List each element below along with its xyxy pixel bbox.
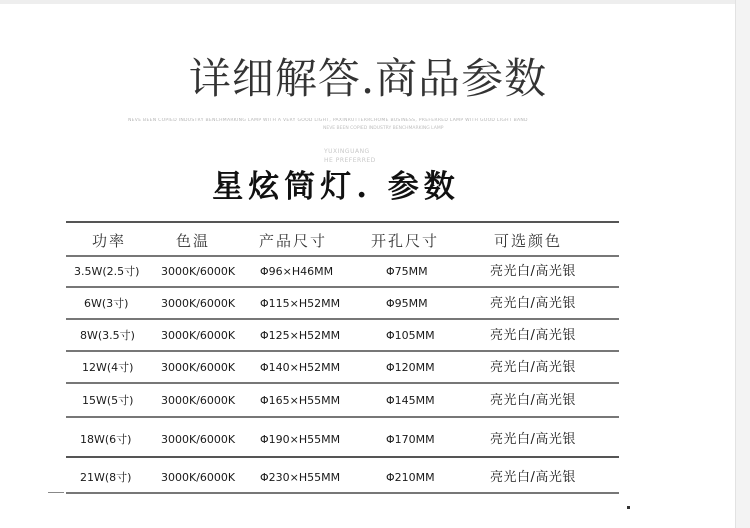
table-row xyxy=(66,324,619,348)
cell-colors: 亮光白/高光银 xyxy=(490,264,576,279)
column-header-cutout: 开孔尺寸 xyxy=(371,232,440,250)
table-rule xyxy=(66,456,619,458)
cell-colors: 亮光白/高光银 xyxy=(490,360,576,375)
table-rule xyxy=(66,350,619,352)
cell-cutout: Φ170MM xyxy=(386,433,435,446)
column-header-product-size: 产品尺寸 xyxy=(259,232,328,250)
brand-watermark xyxy=(324,147,376,165)
page-title: 详细解答.商品参数 xyxy=(188,54,548,103)
cell-cutout: Φ145MM xyxy=(386,394,435,407)
product-title: 星炫筒灯. 参数 xyxy=(212,169,460,205)
cell-color-temp: 3000K/6000K xyxy=(161,394,236,407)
header-subtext-secondary: NEVE BEEN COPIED INDUSTRY BENCHMARKING LAMP xyxy=(323,126,444,131)
cell-power: 3.5W(2.5寸) xyxy=(74,265,140,278)
table-row xyxy=(66,466,619,490)
cell-product-size: Φ230×H55MM xyxy=(260,471,341,484)
cell-power: 18W(6寸) xyxy=(80,433,132,446)
cell-cutout: Φ105MM xyxy=(386,329,435,342)
table-row xyxy=(66,292,619,316)
cell-cutout: Φ210MM xyxy=(386,471,435,484)
cell-colors: 亮光白/高光银 xyxy=(490,432,576,447)
table-row xyxy=(66,356,619,380)
table-rule-bottom xyxy=(66,492,619,494)
table-row xyxy=(66,389,619,413)
table-rule xyxy=(66,286,619,288)
cell-power: 21W(8寸) xyxy=(80,471,132,484)
cell-product-size: Φ125×H52MM xyxy=(260,329,341,342)
dot-mark xyxy=(627,506,630,509)
cell-color-temp: 3000K/6000K xyxy=(161,471,236,484)
cell-color-temp: 3000K/6000K xyxy=(161,361,236,374)
cell-cutout: Φ120MM xyxy=(386,361,435,374)
table-rule xyxy=(66,318,619,320)
column-header-power: 功率 xyxy=(92,232,127,250)
dash-mark xyxy=(48,492,64,493)
watermark-line-1: YUXINGUANG xyxy=(324,148,370,155)
table-rule-top xyxy=(66,221,619,223)
cell-colors: 亮光白/高光银 xyxy=(490,328,576,343)
cell-power: 15W(5寸) xyxy=(82,394,134,407)
cell-color-temp: 3000K/6000K xyxy=(161,265,236,278)
cell-color-temp: 3000K/6000K xyxy=(161,297,236,310)
table-header-row xyxy=(66,229,619,253)
column-header-colors: 可选颜色 xyxy=(494,232,563,250)
cell-product-size: Φ96×H46MM xyxy=(260,265,334,278)
cell-color-temp: 3000K/6000K xyxy=(161,329,236,342)
column-header-color-temp: 色温 xyxy=(176,232,211,250)
cell-power: 6W(3寸) xyxy=(84,297,129,310)
header-subtext: NEVE BEEN COPIED INDUSTRY BENCHMARKING LAMP WITH A VERY GOOD LIGHT, PAXINRUTTERRCHOME BUSINESS, PREFERRED LAMP WITH GOOD LIGHT BAND xyxy=(128,118,528,123)
cell-product-size: Φ115×H52MM xyxy=(260,297,341,310)
table-rule xyxy=(66,416,619,418)
right-border xyxy=(736,0,750,528)
top-border xyxy=(0,0,736,4)
cell-colors: 亮光白/高光银 xyxy=(490,470,576,485)
cell-power: 12W(4寸) xyxy=(82,361,134,374)
table-rule xyxy=(66,382,619,384)
watermark-line-2: HE PREFERRED xyxy=(324,157,376,164)
cell-cutout: Φ75MM xyxy=(386,265,428,278)
cell-product-size: Φ190×H55MM xyxy=(260,433,341,446)
cell-product-size: Φ165×H55MM xyxy=(260,394,341,407)
table-row xyxy=(66,260,619,284)
cell-power: 8W(3.5寸) xyxy=(80,329,135,342)
cell-colors: 亮光白/高光银 xyxy=(490,296,576,311)
table-rule xyxy=(66,255,619,257)
cell-cutout: Φ95MM xyxy=(386,297,428,310)
cell-colors: 亮光白/高光银 xyxy=(490,393,576,408)
cell-color-temp: 3000K/6000K xyxy=(161,433,236,446)
table-row xyxy=(66,428,619,452)
cell-product-size: Φ140×H52MM xyxy=(260,361,341,374)
